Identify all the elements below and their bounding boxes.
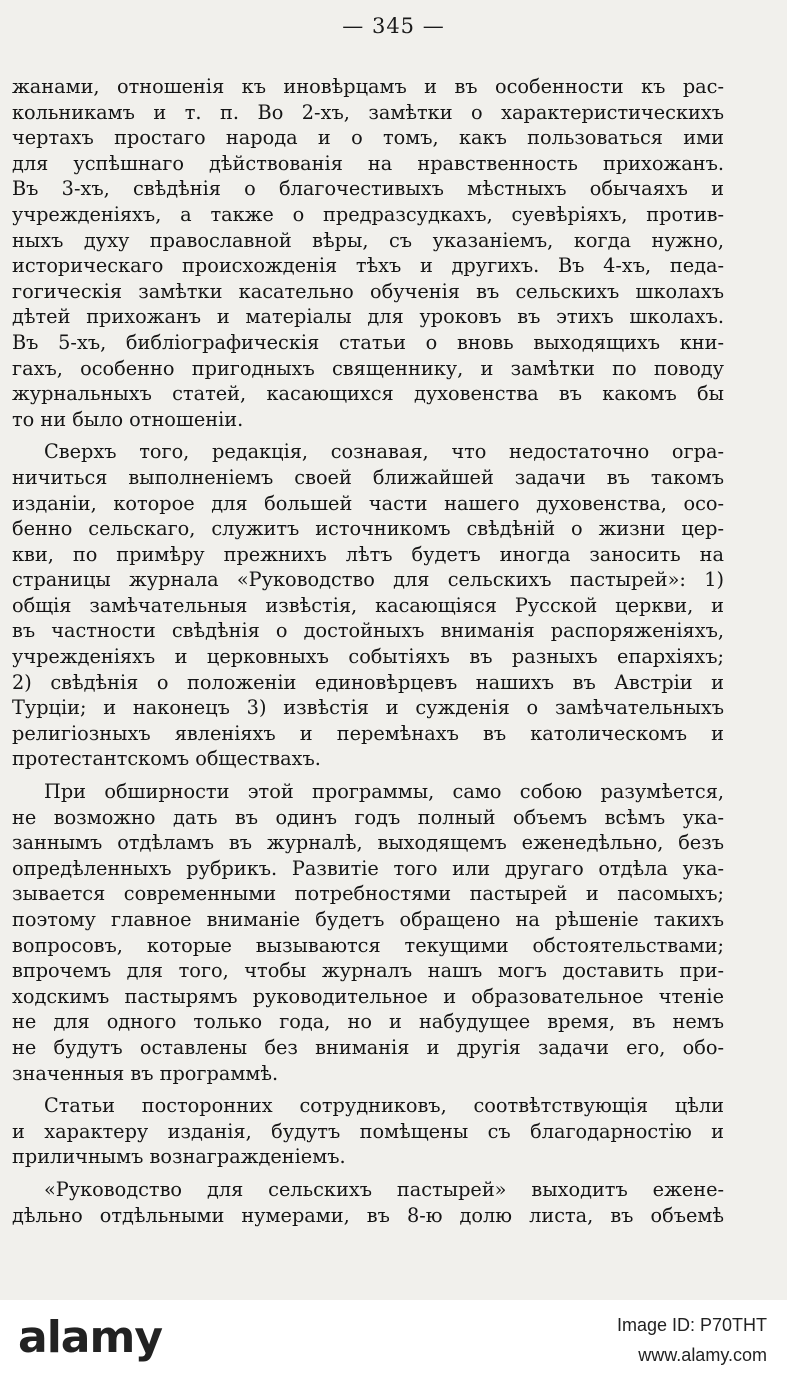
text-line: ничиться выполненіемъ своей ближайшей задачи въ такомъ — [12, 465, 724, 489]
text-line: для успѣшнаго дѣйствованія на нравственность прихожанъ. — [12, 151, 724, 175]
text-line: бенно сельскаго, служитъ источникомъ свѣдѣній о жизни цер- — [12, 517, 724, 541]
text-line: При обширности этой программы, само собою разумѣется, — [44, 780, 724, 804]
text-line: протестантскомъ обществахъ. — [12, 747, 321, 771]
text-line: то ни было отношеніи. — [12, 407, 244, 431]
text-line: 2) свѣдѣнія о положеніи единовѣрцевъ нашихъ въ Австріи и — [12, 670, 724, 694]
text-line: не будутъ оставлены без вниманія и другія задачи его, обо- — [12, 1035, 724, 1059]
page-body-text — [12, 74, 724, 1235]
text-line: религіозныхъ явленіяхъ и перемѣнахъ въ католическомъ и — [12, 721, 724, 745]
text-line: заннымъ отдѣламъ въ журналѣ, выходящемъ еженедѣльно, безъ — [12, 831, 724, 855]
text-line: Статьи посторонних сотрудниковъ, соотвѣтствующія цѣли — [44, 1094, 724, 1118]
paragraph — [12, 439, 724, 772]
text-line: ходскимъ пастырямъ руководительное и образовательное чтеніе — [12, 984, 724, 1008]
text-line: впрочемъ для того, чтобы журналъ нашъ могъ доставить при- — [12, 959, 724, 983]
stock-info — [617, 1310, 767, 1370]
text-line: ныхъ духу православной вѣры, съ указаніемъ, когда нужно, — [12, 228, 724, 252]
text-line: общія замѣчательныя извѣстія, касающіяся Русской церкви, и — [12, 593, 724, 617]
text-line: поэтому главное вниманіе будетъ обращено на рѣшеніе такихъ — [12, 908, 724, 931]
image-id-label: Image ID: P70THT — [616, 1315, 767, 1335]
text-line: зывается современными потребностями пастырей и пасомыхъ; — [12, 882, 724, 906]
text-line: значенныя въ программѣ. — [12, 1061, 279, 1085]
text-line: не для одного только года, но и набудущее время, въ немъ — [12, 1010, 724, 1034]
text-line: въ частности свѣдѣнія о достойныхъ вниманія распоряженіяхъ, — [12, 619, 724, 643]
text-line: Турціи; и наконецъ 3) извѣстія и сужденія о замѣчательныхъ — [12, 696, 724, 720]
text-line: не возможно дать въ одинъ годъ полный объемъ всѣмъ ука- — [12, 805, 724, 829]
site-url: www.alamy.com — [638, 1345, 767, 1365]
text-line: Въ 5-хъ, библіографическія статьи о вновь выходящихъ кни- — [12, 330, 724, 354]
paragraph — [12, 779, 724, 1086]
text-line: дѣльно отдѣльными нумерами, въ 8-ю долю листа, въ объемѣ — [12, 1203, 724, 1227]
paragraph — [12, 1093, 724, 1170]
text-line: жанами, отношенія къ иновѣрцамъ и въ особенности къ рас- — [12, 75, 724, 98]
paragraph — [12, 74, 724, 432]
text-line: историческаго происхожденія тѣхъ и другихъ. Въ 4-хъ, педа- — [12, 254, 724, 278]
text-line: страницы журнала «Руководство для сельскихъ пастырей»: 1) — [12, 568, 724, 592]
text-line: вопросовъ, которые вызываются текущими обстоятельствами; — [12, 933, 724, 957]
text-line: кви, по примѣру прежнихъ лѣтъ будетъ иногда заносить на — [12, 542, 724, 566]
text-line: дѣтей прихожанъ и матеріалы для уроковъ въ этихъ школахъ. — [12, 305, 724, 329]
paragraph — [12, 1177, 724, 1228]
text-line: изданіи, которое для большей части нашего духовенства, осо- — [12, 491, 724, 515]
page-number: — 345 — — [342, 14, 445, 38]
text-line: чертахъ простаго народа и о томъ, какъ пользоваться ими — [12, 126, 724, 150]
text-line: опредѣленныхъ рубрикъ. Развитіе того или другаго отдѣла ука- — [12, 856, 724, 880]
text-line: гахъ, особенно пригодныхъ священнику, и замѣтки по поводу — [12, 356, 724, 380]
text-line: Въ 3-хъ, свѣдѣнія о благочестивыхъ мѣстныхъ обычаяхъ и — [12, 177, 724, 201]
alamy-logo: alamy — [18, 1312, 162, 1363]
text-line: «Руководство для сельскихъ пастырей» выходитъ еженe- — [44, 1177, 724, 1201]
text-line: гогическія замѣтки касательно обученія въ сельскихъ школахъ — [12, 279, 724, 303]
text-line: учрежденіяхъ и церковныхъ событіяхъ въ разныхъ епархіяхъ; — [12, 645, 724, 669]
text-line: журнальныхъ статей, касающихся духовенства въ какомъ бы — [12, 382, 724, 406]
text-line: кольникамъ и т. п. Во 2-хъ, замѣтки о характеристическихъ — [12, 100, 724, 124]
text-line: и характеру изданія, будутъ помѣщены съ благодарностію и — [12, 1119, 724, 1143]
text-line: учрежденіяхъ, а также о предразсудкахъ, суевѣріяхъ, против- — [12, 202, 724, 226]
text-line: приличнымъ вознагражденіемъ. — [12, 1145, 346, 1169]
text-line: Сверхъ того, редакція, сознавая, что недостаточно огра- — [44, 440, 724, 464]
